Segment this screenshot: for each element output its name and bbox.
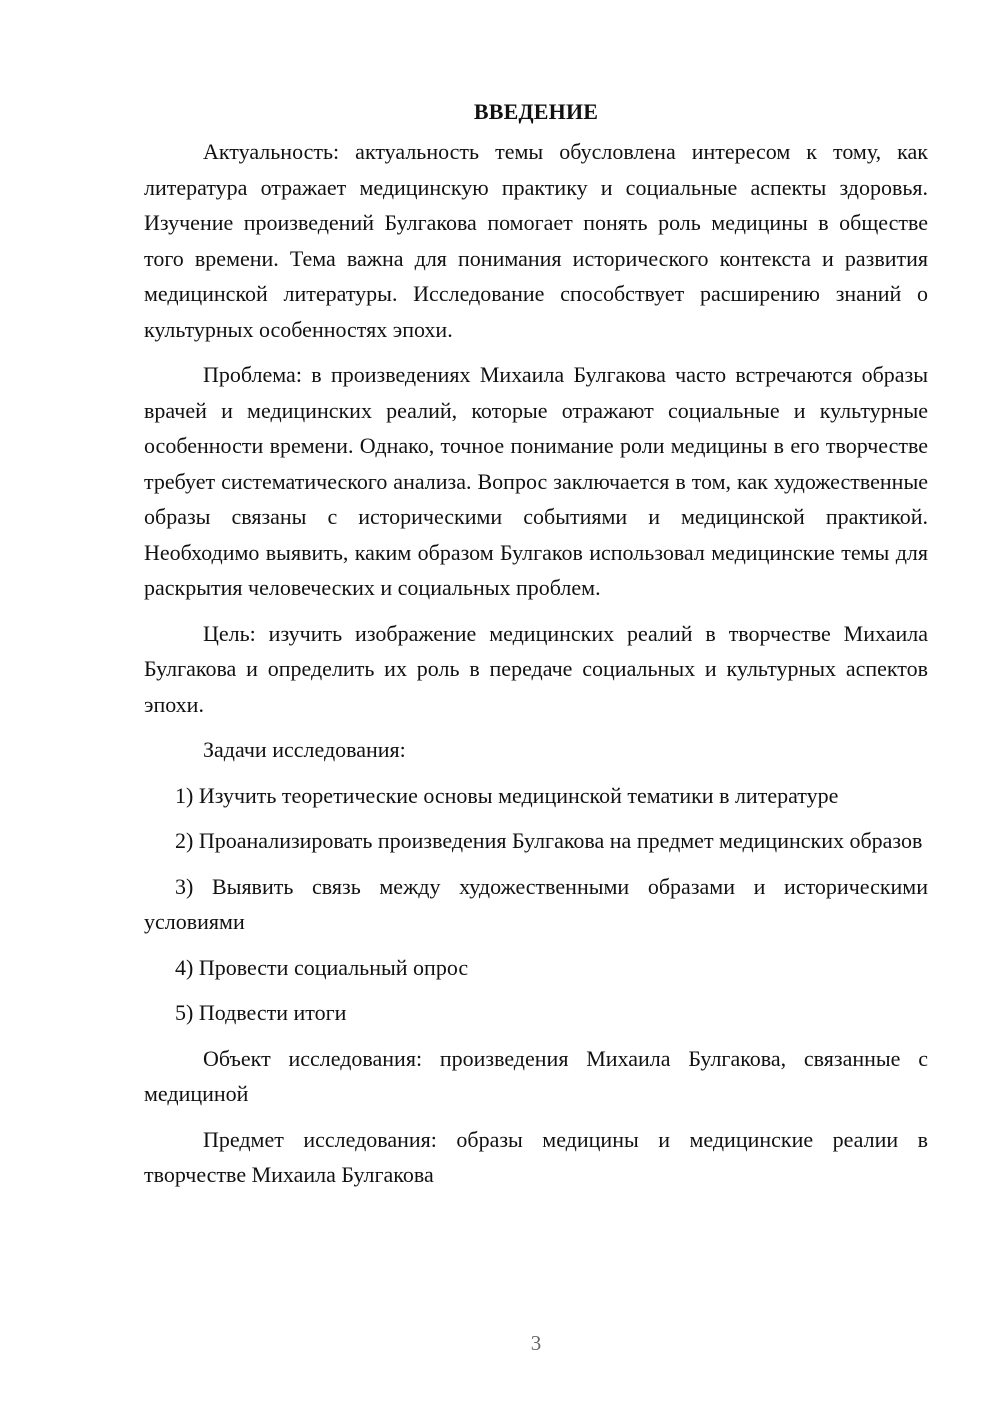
subject-paragraph: Предмет исследования: образы медицины и медицинские реалии в творчестве Михаила Булгакова bbox=[144, 1126, 928, 1187]
task-item-1: 1) Изучить теоретические основы медицинской тематики в литературе bbox=[175, 782, 839, 808]
tasks-heading: Задачи исследования: bbox=[203, 737, 406, 762]
goal-paragraph: Цель: изучить изображение медицинских реалий в творчестве Михаила Булгакова и определить их роль в передаче социальных и культурных аспектов эпохи. bbox=[144, 620, 928, 717]
problem-paragraph: Проблема: в произведениях Михаила Булгакова часто встречаются образы врачей и медицинских реалий, которые отражают социальные и культурные особенности времени. Однако, точное понимание роли медицины в его творчестве требует систематического анализа. Вопрос заключается в том, как художественные образы связаны с историческими событиями и медицинской практикой. Необходимо выявить, каким образом Булгаков использовал медицинские темы для раскрытия человеческих и социальных проблем. bbox=[144, 362, 928, 600]
task-item-4: 4) Провести социальный опрос bbox=[175, 954, 469, 980]
object-paragraph: Объект исследования: произведения Михаила Булгакова, связанные с медициной bbox=[144, 1045, 928, 1106]
task-item-2: 2) Проанализировать произведения Булгакова на предмет медицинских образов bbox=[175, 828, 923, 853]
relevance-paragraph: Актуальность: актуальность темы обусловлена интересом к тому, как литература отражает медицинскую практику и социальные аспекты здоровья. Изучение произведений Булгакова помогает понять роль медицины в обществе того времени. Тема важна для понимания исторического контекста и развития медицинской литературы. Исследование способствует расширению знаний о культурных особенностях эпохи. bbox=[144, 139, 928, 342]
page-number: 3 bbox=[530, 1331, 542, 1355]
task-item-5: 5) Подвести итоги bbox=[175, 1000, 347, 1025]
task-item-3: 3) Выявить связь между художественными образами и историческими условиями bbox=[144, 873, 928, 934]
page-content bbox=[144, 94, 928, 1203]
section-title: ВВЕДЕНИЕ bbox=[473, 99, 599, 124]
